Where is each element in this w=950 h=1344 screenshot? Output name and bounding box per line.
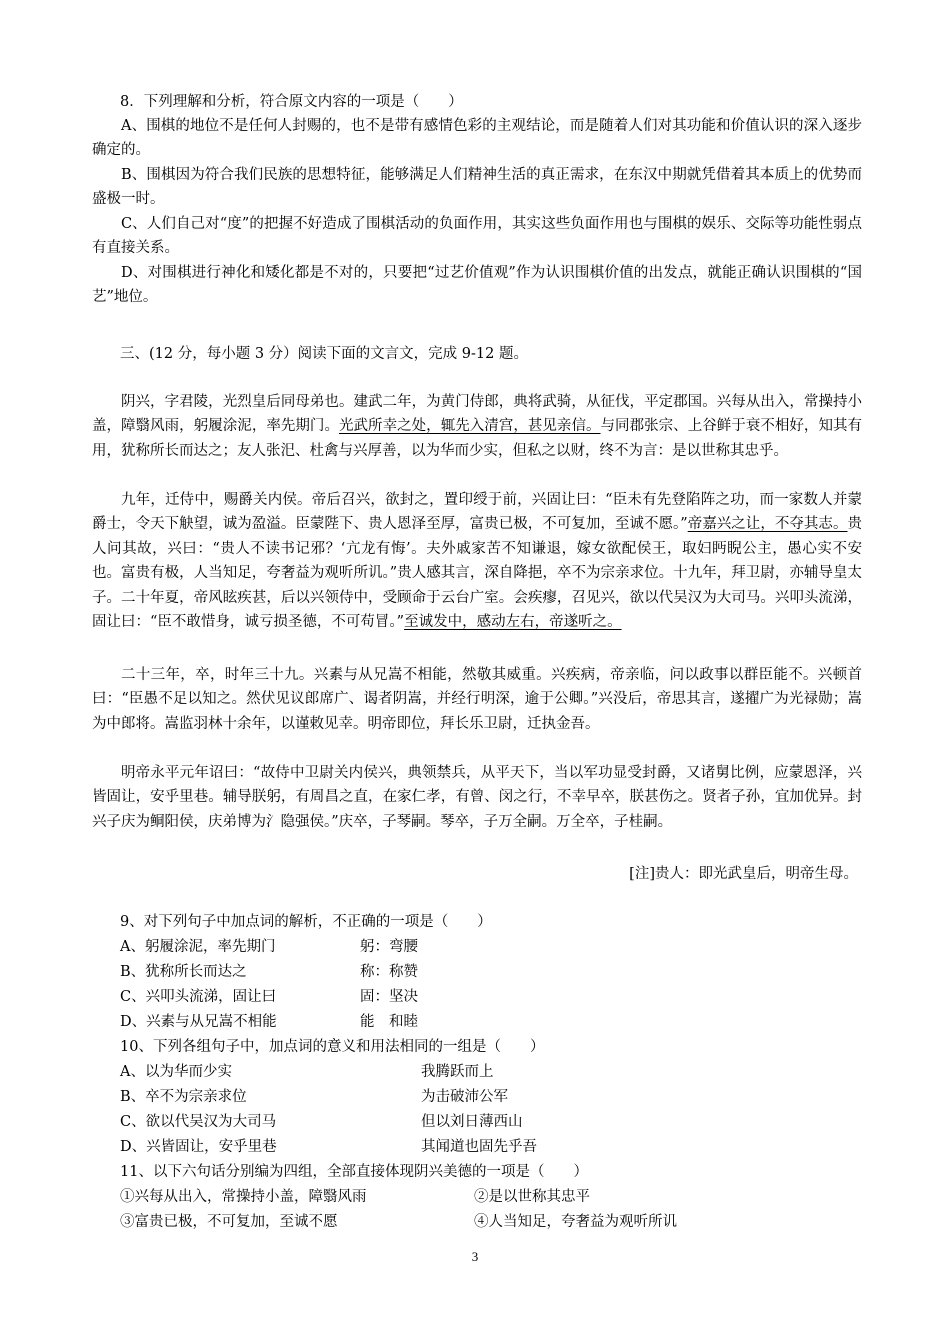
q9-option-b: B、犹称所长而达之 <box>120 964 247 980</box>
section3-heading: 三、(12 分，每小题 3 分）阅读下面的文言文，完成 9-12 题。 <box>120 346 528 362</box>
passage-p2-underlined-1: 帝嘉兴之让，不夺其志。 <box>687 516 848 533</box>
passage-p2-underlined-2: 至诚发中，感动左右，帝遂听之。 <box>404 614 622 631</box>
q11-stem: 11、以下六句话分别编为四组，全部直接体现阴兴美德的一项是（ ） <box>120 1164 588 1180</box>
q8-option-a: A、围棋的地位不是任何人封赐的，也不是带有感情色彩的主观结论，而是随着人们对其功能和价值认识的深入逐步确定的。 <box>92 118 862 159</box>
q8-stem: 8．下列理解和分析，符合原文内容的一项是（ ） <box>120 94 463 110</box>
q9-option-c: C、兴叩头流涕，固让曰 <box>120 989 277 1005</box>
q10-option-d-left: D、兴皆固让，安乎里巷 <box>120 1139 277 1155</box>
passage-p2-text-1: 九年，迁侍中，赐爵关内侯。帝后召兴，欲封之，置印绶于前，兴固让曰：“臣未有先登陷阵之功，而一家数人并蒙爵士，令天下觖望，诚为盈溢。臣蒙陛下、贵人恩泽至厚，富贵已极，不可复加，至诚不愿。” <box>92 492 862 533</box>
q10-option-a-right: 我腾跃而上 <box>421 1064 494 1080</box>
q10-option-b-left: B、卒不为宗亲求位 <box>120 1089 247 1105</box>
passage-note: [注]贵人：即光武皇后，明帝生母。 <box>629 866 858 882</box>
page-number: 3 <box>471 1249 479 1264</box>
q9-option-a: A、躬履涂泥，率先期门 <box>120 939 276 955</box>
q11-item-3: ③富贵已极，不可复加，至诚不愿 <box>120 1214 338 1230</box>
passage-paragraph-2 <box>92 488 862 634</box>
q9-option-d: D、兴素与从兄嵩不相能 <box>120 1014 277 1030</box>
q11-item-1: ①兴每从出入，常操持小盖，障翳风雨 <box>120 1189 367 1205</box>
passage-paragraph-1 <box>92 390 862 463</box>
q10-option-c-left: C、欲以代吴汉为大司马 <box>120 1114 277 1130</box>
passage-paragraph-4: 明帝永平元年诏曰：“故侍中卫尉关内侯兴，典领禁兵，从平天下，当以军功显受封爵，又诸舅比例，应蒙恩泽，兴皆固让，安乎里巷。辅导朕躬，有周昌之直，在家仁孝，有曾、闵之行，不幸早卒，朕甚伤之。贤者子孙，宜加优异。封兴子庆为鲖阳侯，庆弟博为氵隐强侯。”庆卒，子琴嗣。琴卒，子万全嗣。万全卒，子桂嗣。 <box>92 765 862 830</box>
passage-p1-text-1: 阴兴，字君陵，光烈皇后同母弟也。建武二年，为黄门侍郎，典将武骑，从征伐，平定郡国。兴每从出入，常操持小盖，障翳风雨，躬履涂泥，率先期门。 <box>92 394 862 435</box>
passage-paragraph-3: 二十三年，卒，时年三十九。兴素与从兄嵩不相能，然敬其威重。兴疾病，帝亲临，问以政事以群臣能不。兴顿首曰：“臣愚不足以知之。然伏见议郎席广、谒者阴嵩，并经行明深，逾于公卿。”兴没后，帝思其言，遂擢广为光禄勋；嵩为中郎将。嵩监羽林十余年，以谨敕见幸。明帝即位，拜长乐卫尉，迁执金吾。 <box>92 667 862 732</box>
q8-option-d: D、对围棋进行神化和矮化都是不对的，只要把“过艺价值观”作为认识围棋价值的出发点，就能正确认识围棋的“国艺”地位。 <box>92 265 862 306</box>
q10-option-a-left: A、以为华而少实 <box>120 1064 232 1080</box>
q9-option-b-gloss: 称：称赞 <box>360 964 418 980</box>
q9-option-a-gloss: 躬：弯腰 <box>360 939 418 955</box>
q11-item-2: ②是以世称其忠平 <box>474 1189 590 1205</box>
q8-option-b: B、围棋因为符合我们民族的思想特征，能够满足人们精神生活的真正需求，在东汉中期就凭借着其本质上的优势而盛极一时。 <box>92 167 862 208</box>
passage-p1-underlined-1: 光武所幸之处，辄先入清宫，甚见亲信。 <box>339 418 601 435</box>
q10-option-b-right: 为击破沛公军 <box>421 1089 508 1105</box>
q10-option-c-right: 但以刘日薄西山 <box>421 1114 523 1130</box>
q9-stem: 9、对下列句子中加点词的解析，不正确的一项是（ ） <box>120 914 492 930</box>
q9-option-c-gloss: 固：坚决 <box>360 989 418 1005</box>
q8-option-c: C、人们自己对“度”的把握不好造成了围棋活动的负面作用，其实这些负面作用也与围棋的娱乐、交际等功能性弱点有直接关系。 <box>92 216 862 257</box>
q9-option-d-gloss: 能 和睦 <box>360 1014 418 1030</box>
q10-option-d-right: 其闻道也固先乎吾 <box>421 1139 537 1155</box>
passage-p2-text-2: 贵人问其故，兴曰：“贵人不读书记邪？‘亢龙有悔’。夫外戚家苦不知谦退，嫁女欲配侯王，取妇眄睨公主，愚心实不安也。富贵有极，人当知足，夸奢益为观听所讥。”贵人感其言，深自降挹，卒不为宗亲求位。十九年，拜卫尉，亦辅导皇太子。二十年夏，帝风眩疾甚，后以兴领侍中，受顾命于云台广室。会疾瘳，召见兴，欲以代吴汉为大司马。兴叩头流涕，固让曰：“臣不敢惜身，诚亏损圣德，不可苟冒。” <box>92 516 862 631</box>
passage-p1-text-2: 与同郡张宗、上谷鲜于衰不相好，知其有用，犹称所长而达之；友人张汜、杜禽与兴厚善，以为华而少实，但私之以财，终不为言：是以世称其忠乎。 <box>92 418 863 459</box>
q10-stem: 10、下列各组句子中，加点词的意义和用法相同的一组是（ ） <box>120 1039 545 1055</box>
q11-item-4: ④人当知足，夸奢益为观听所讥 <box>474 1214 677 1230</box>
